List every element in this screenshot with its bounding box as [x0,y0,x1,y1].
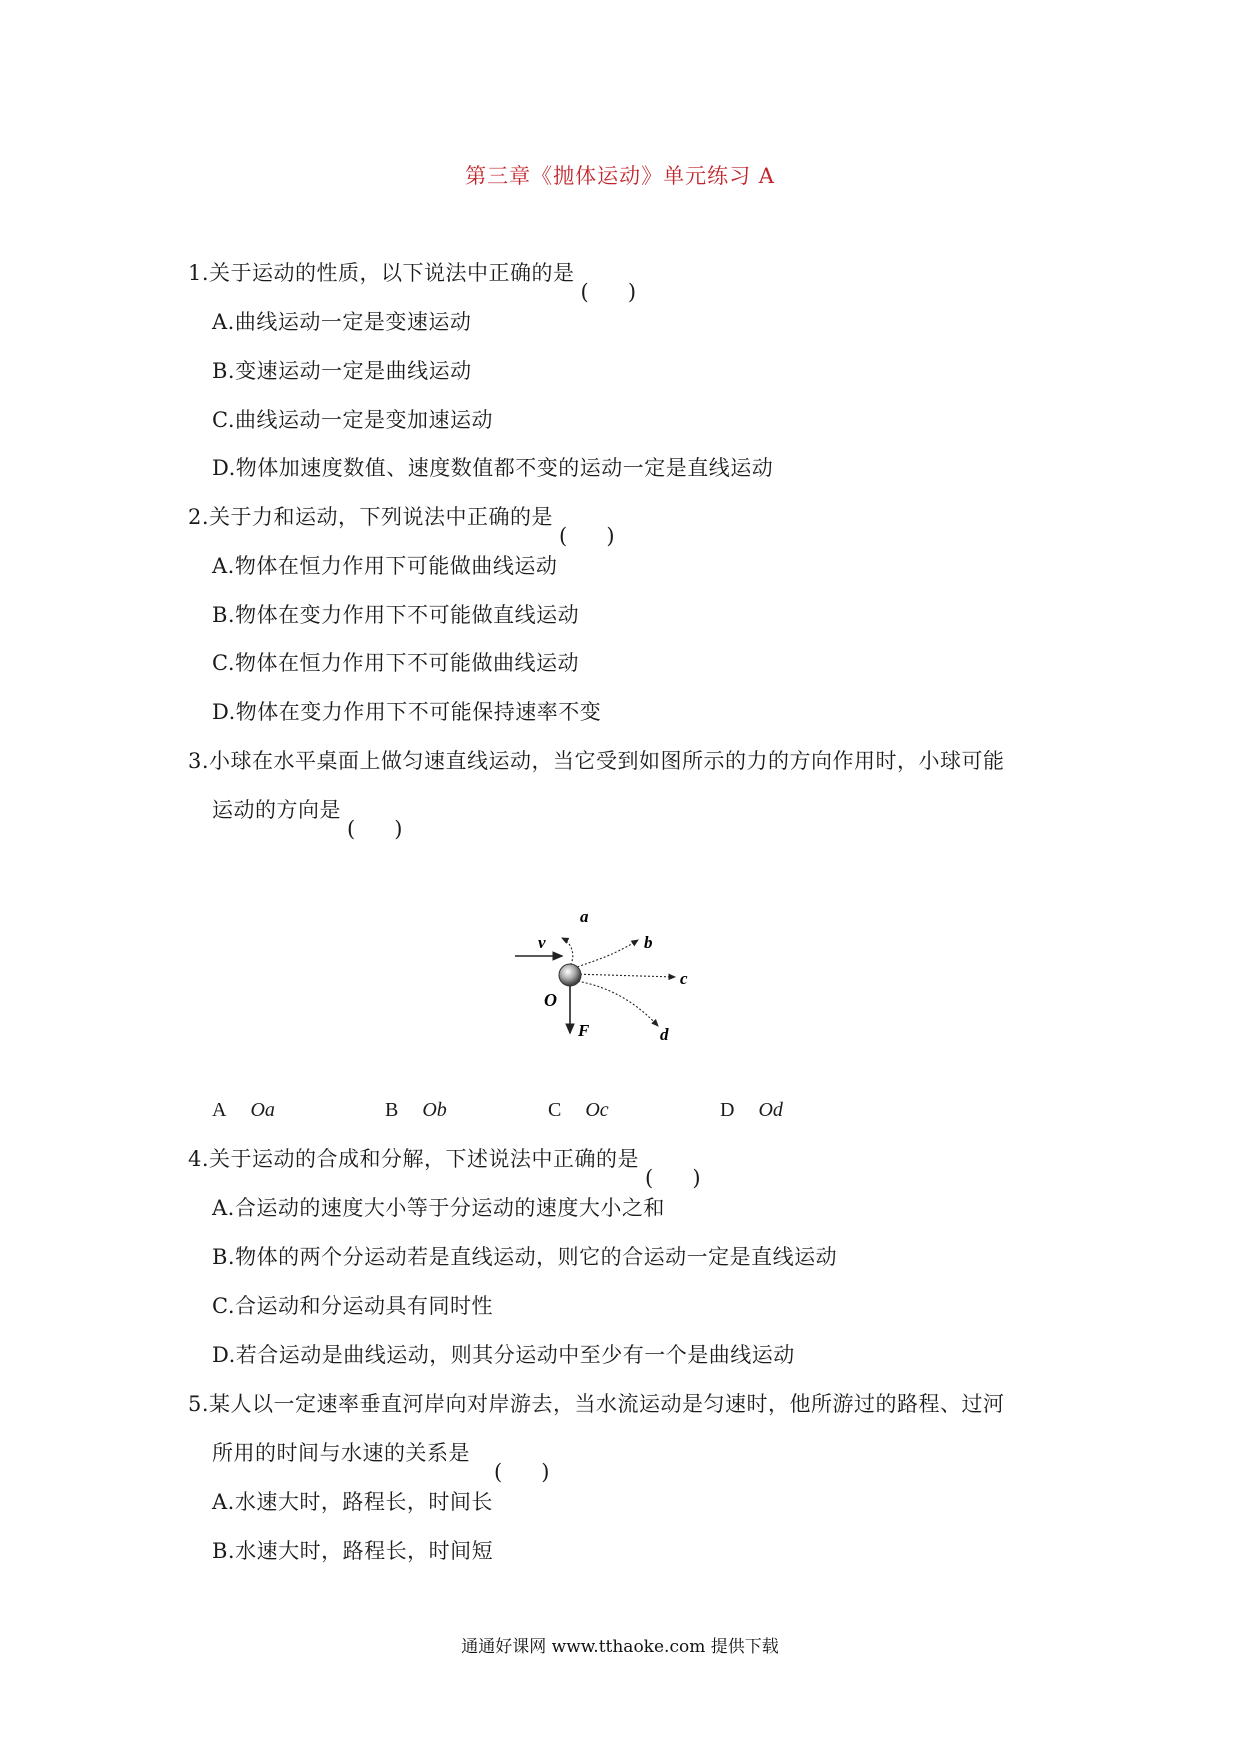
path-c [572,974,675,977]
question-3-text-cont: 运动的方向是 [212,798,341,822]
choice-value: Oa [250,1099,275,1121]
question-4-option-c: C.合运动和分运动具有同时性 [212,1294,493,1318]
question-5-option-a: A.水速大时，路程长，时间长 [212,1490,493,1514]
question-2-text: 2.关于力和运动，下列说法中正确的是 [188,505,554,529]
force-diagram-svg [510,900,730,1060]
ball [559,964,581,986]
question-1-option-c: C.曲线运动一定是变加速运动 [212,408,493,432]
page-title: 第三章《抛体运动》单元练习 A [465,164,775,188]
question-3-choice-d [720,1097,783,1122]
question-4-stem [188,1143,701,1173]
choice-value: Oc [585,1099,609,1121]
label-o: O [544,990,557,1010]
choice-letter: A [212,1099,227,1121]
choice-value: Ob [422,1099,447,1121]
question-2-option-a: A.物体在恒力作用下可能做曲线运动 [212,554,558,578]
force-diagram [510,900,730,1060]
question-1-option-a: A.曲线运动一定是变速运动 [212,310,472,334]
question-3-choice-b [385,1097,447,1122]
question-5-stem-cont [212,1437,550,1467]
label-v: v [538,933,546,952]
question-1-text: 1.关于运动的性质，以下说法中正确的是 [188,261,575,285]
page-footer: 通通好课网 www.tthaoke.com 提供下载 [461,1637,779,1657]
path-d [570,980,658,1026]
question-3-choice-a [212,1097,275,1122]
question-3-stem: 3.小球在水平桌面上做匀速直线运动，当它受到如图所示的力的方向作用时，小球可能 [188,749,1005,773]
question-5-text-cont: 所用的时间与水速的关系是 [212,1441,470,1465]
question-2-option-b: B.物体在变力作用下不可能做直线运动 [212,603,580,627]
question-3-stem-cont [212,794,403,824]
question-3-choice-c [548,1097,609,1122]
choice-letter: B [385,1099,399,1121]
question-5-option-b: B.水速大时，路程长，时间短 [212,1539,494,1563]
question-4-option-a: A.合运动的速度大小等于分运动的速度大小之和 [212,1196,665,1220]
path-b [570,940,638,970]
choice-letter: C [548,1099,562,1121]
label-b: b [644,933,653,952]
label-d: d [660,1025,669,1044]
choice-letter: D [720,1099,735,1121]
question-1-option-d: D.物体加速度数值、速度数值都不变的运动一定是直线运动 [212,456,774,480]
label-f: F [578,1021,590,1040]
question-4-option-d: D.若合运动是曲线运动，则其分运动中至少有一个是曲线运动 [212,1343,795,1367]
choice-value: Od [758,1099,783,1121]
question-2-option-c: C.物体在恒力作用下不可能做曲线运动 [212,651,579,675]
question-1-option-b: B.变速运动一定是曲线运动 [212,359,472,383]
question-1-stem [188,257,637,287]
question-4-text: 4.关于运动的合成和分解，下述说法中正确的是 [188,1147,640,1171]
question-5-stem: 5.某人以一定速率垂直河岸向对岸游去，当水流运动是匀速时，他所游过的路程、过河 [188,1392,1005,1416]
question-4-option-b: B.物体的两个分运动若是直线运动，则它的合运动一定是直线运动 [212,1245,838,1269]
question-2-option-d: D.物体在变力作用下不可能保持速率不变 [212,700,602,724]
label-c: c [680,969,688,988]
path-a [562,938,573,968]
label-a: a [580,907,589,926]
question-2-stem [188,501,615,531]
